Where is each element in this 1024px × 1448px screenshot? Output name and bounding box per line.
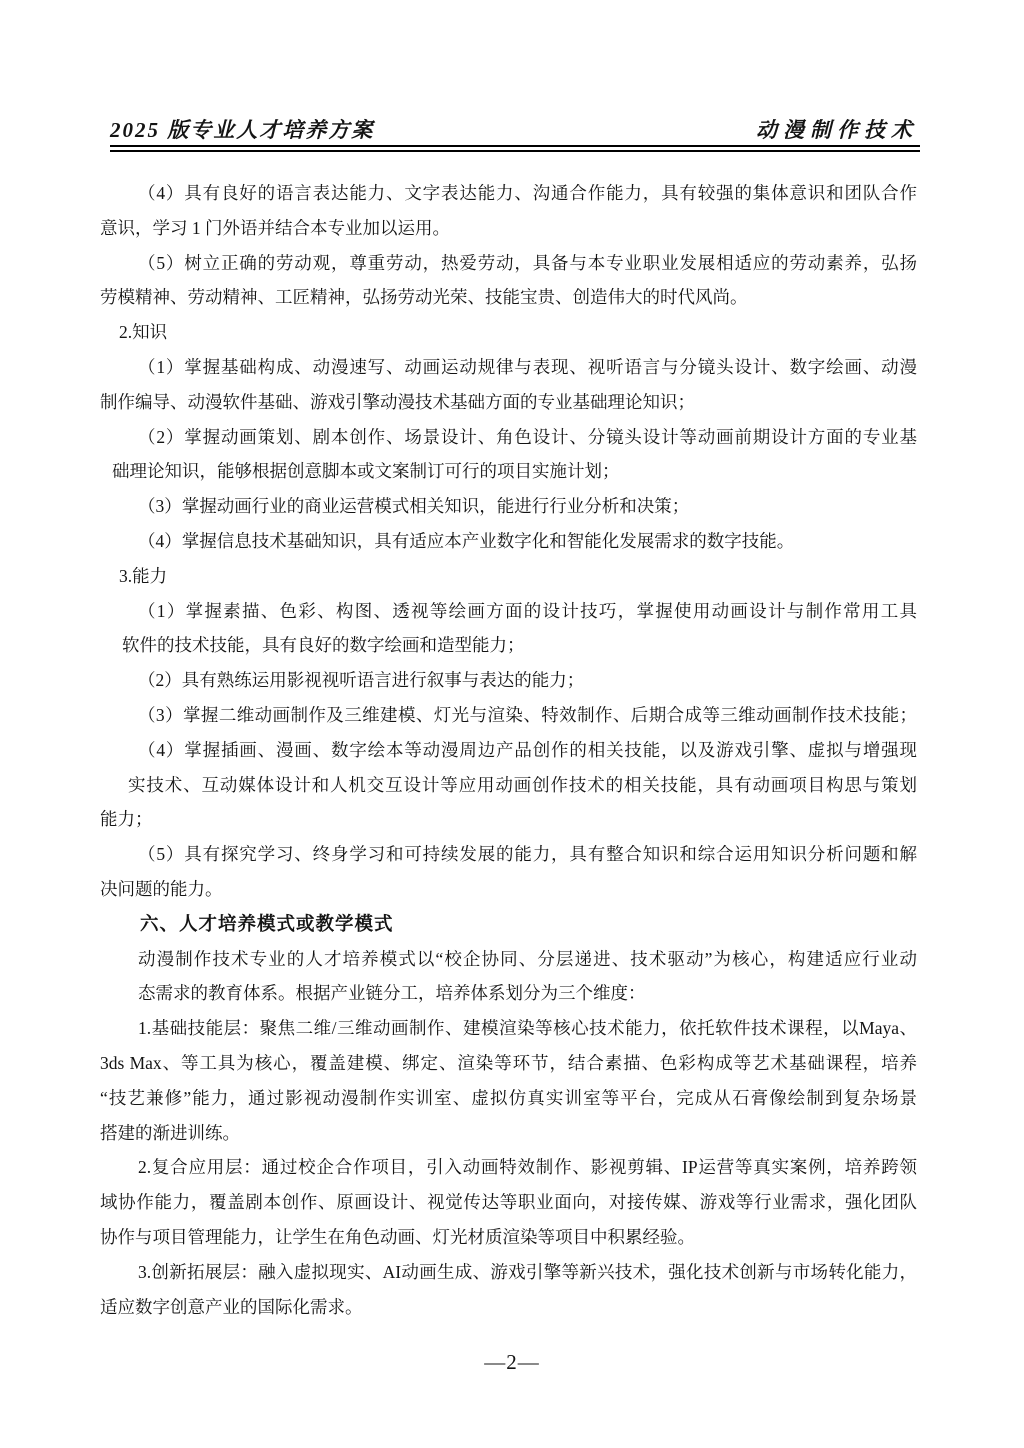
- text-line: （4）掌握信息技术基础知识，具有适应本产业数字化和智能化发展需求的数字技能。: [138, 530, 795, 551]
- text-line: 2.知识: [119, 322, 168, 343]
- text-line: 搭建的渐进训练。: [100, 1122, 240, 1143]
- text-line: 域协作能力，覆盖剧本创作、原画设计、视觉传达等职业面向，对接传媒、游戏等行业需求，强化团队: [100, 1192, 917, 1213]
- text-line: （1）掌握素描、色彩、构图、透视等绘画方面的设计技巧，掌握使用动画设计与制作常用工具: [138, 600, 917, 621]
- header-divider: [110, 145, 920, 152]
- text-line: 能力；: [100, 809, 153, 830]
- text-line: 动漫制作技术专业的人才培养模式以“校企协同、分层递进、技术驱动”为核心，构建适应行业动: [138, 948, 917, 969]
- text-line: 实技术、互动媒体设计和人机交互设计等应用动画创作技术的相关技能，具有动画项目构思与策划: [128, 774, 917, 795]
- text-line: （4）掌握插画、漫画、数字绘本等动漫周边产品创作的相关技能，以及游戏引擎、虚拟与增强现: [138, 739, 917, 760]
- text-line: 意识，学习 1 门外语并结合本专业加以运用。: [100, 217, 450, 238]
- page-header: [110, 114, 918, 144]
- text-line: （4）具有良好的语言表达能力、文字表达能力、沟通合作能力，具有较强的集体意识和团队合作: [138, 183, 917, 203]
- text-line: 劳模精神、劳动精神、工匠精神，弘扬劳动光荣、技能宝贵、创造伟大的时代风尚。: [100, 287, 748, 308]
- text-line: 3.创新拓展层：融入虚拟现实、AI动画生成、游戏引擎等新兴技术，强化技术创新与市场转化能力，: [138, 1261, 917, 1282]
- text-line: （5）树立正确的劳动观，尊重劳动，热爱劳动，具备与本专业职业发展相适应的劳动素养，弘扬: [138, 252, 917, 273]
- text-line: 2.复合应用层：通过校企合作项目，引入动画特效制作、影视剪辑、IP运营等真实案例，培养跨领: [138, 1157, 917, 1178]
- text-line: 3.能力: [119, 565, 168, 586]
- text-line: 适应数字创意产业的国际化需求。: [100, 1296, 363, 1317]
- text-line: （2）掌握动画策划、剧本创作、场景设计、角色设计、分镜头设计等动画前期设计方面的专业基: [138, 426, 917, 447]
- text-line: 软件的技术技能，具有良好的数字绘画和造型能力；: [122, 635, 525, 656]
- page-footer: [0, 1350, 1024, 1375]
- page-number: —2—: [484, 1350, 540, 1374]
- text-line: “技艺兼修”能力，通过影视动漫制作实训室、虚拟仿真实训室等平台，完成从石膏像绘制到复杂场景: [100, 1087, 917, 1108]
- text-line: （3）掌握二维动画制作及三维建模、灯光与渲染、特效制作、后期合成等三维动画制作技术技能；: [138, 704, 917, 725]
- text-line: （1）掌握基础构成、动漫速写、动画运动规律与表现、视听语言与分镜头设计、数字绘画、动漫: [138, 356, 917, 377]
- section-heading: 六、人才培养模式或教学模式: [140, 912, 394, 934]
- text-line: （2）具有熟练运用影视视听语言进行叙事与表达的能力；: [138, 670, 585, 691]
- header-document-title: 2025 版专业人才培养方案: [110, 118, 375, 142]
- text-line: 制作编导、动漫软件基础、游戏引擎动漫技术基础方面的专业基础理论知识；: [100, 391, 695, 412]
- text-line: 础理论知识，能够根据创意脚本或文案制订可行的项目实施计划；: [112, 461, 620, 482]
- text-line: 协作与项目管理能力，让学生在角色动画、灯光材质渲染等项目中积累经验。: [100, 1226, 695, 1247]
- text-line: 1.基础技能层：聚焦二维/三维动画制作、建模渲染等核心技术能力，依托软件技术课程，以Maya、: [138, 1018, 917, 1039]
- document-body: [100, 176, 917, 1324]
- text-line: （3）掌握动画行业的商业运营模式相关知识，能进行行业分析和决策；: [138, 496, 690, 517]
- text-line: 态需求的教育体系。根据产业链分工，培养体系划分为三个维度：: [138, 983, 646, 1004]
- text-line: 决问题的能力。: [100, 878, 223, 899]
- text-line: 3ds Max、等工具为核心，覆盖建模、绑定、渲染等环节，结合素描、色彩构成等艺术基础课程，培养: [100, 1052, 917, 1073]
- header-major-name: 动漫制作技术: [756, 118, 918, 142]
- text-line: （5）具有探究学习、终身学习和可持续发展的能力，具有整合知识和综合运用知识分析问题和解: [138, 844, 917, 865]
